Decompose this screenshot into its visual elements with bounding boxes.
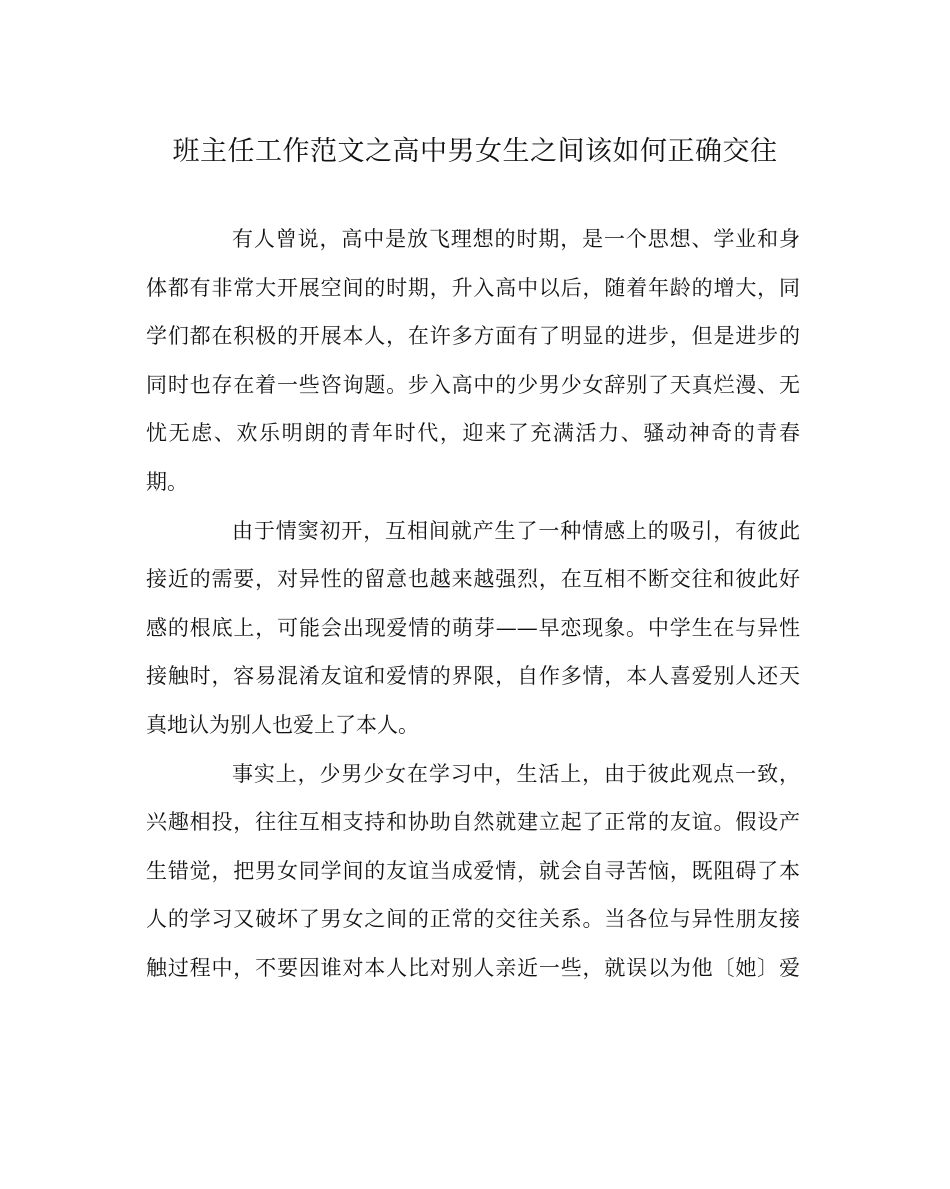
- paragraph-1-line-1: 有人曾说，高中是放飞理想的时期，是一个思想、学业和身: [232, 227, 800, 251]
- paragraph-1-line-5: 忧无虑、欢乐明朗的青年时代，迎来了充满活力、骚动神奇的青春: [146, 421, 800, 446]
- paragraph-1-line-4: 同时也存在着一些咨询题。步入高中的少男少女辞别了天真烂漫、无: [146, 372, 800, 397]
- paragraph-1-line-3: 学们都在积极的开展本人，在许多方面有了明显的进步，但是进步的: [146, 324, 800, 349]
- paragraph-2-line-5: 真地认为别人也爱上了本人。: [146, 712, 419, 737]
- paragraph-2-line-1: 由于情窦初开，互相间就产生了一种情感上的吸引，有彼此: [232, 518, 800, 543]
- paragraph-2-line-3: 感的根底上，可能会出现爱情的萌芽——早恋现象。中学生在与异性: [146, 615, 800, 640]
- paragraph-2-line-4: 接触时，容易混淆友谊和爱情的界限，自作多情，本人喜爱别人还天: [146, 664, 800, 689]
- paragraph-3-line-2: 兴趣相投，往往互相支持和协助自然就建立起了正常的友谊。假设产: [146, 810, 800, 835]
- paragraph-3-line-4: 人的学习又破坏了男女之间的正常的交往关系。当各位与异性朋友接: [146, 907, 800, 932]
- paragraph-1-line-2: 体都有非常大开展空间的时期，升入高中以后，随着年龄的增大，同: [146, 275, 800, 300]
- document-body: [146, 215, 800, 993]
- paragraph-1-line-6: 期。: [146, 469, 188, 494]
- paragraph-3-line-1: 事实上，少男少女在学习中，生活上，由于彼此观点一致，: [232, 761, 800, 786]
- paragraph-2-line-2: 接近的需要，对异性的留意也越来越强烈，在互相不断交往和彼此好: [146, 567, 800, 592]
- paragraph-3-line-5: 触过程中，不要因谁对本人比对别人亲近一些，就误以为他〔她〕爱: [146, 955, 800, 980]
- paragraph-3-line-3: 生错觉，把男女同学间的友谊当成爱情，就会自寻苦恼，既阻碍了本: [146, 858, 800, 883]
- document-title: 班主任工作范文之高中男女生之间该如何正确交往: [172, 136, 778, 167]
